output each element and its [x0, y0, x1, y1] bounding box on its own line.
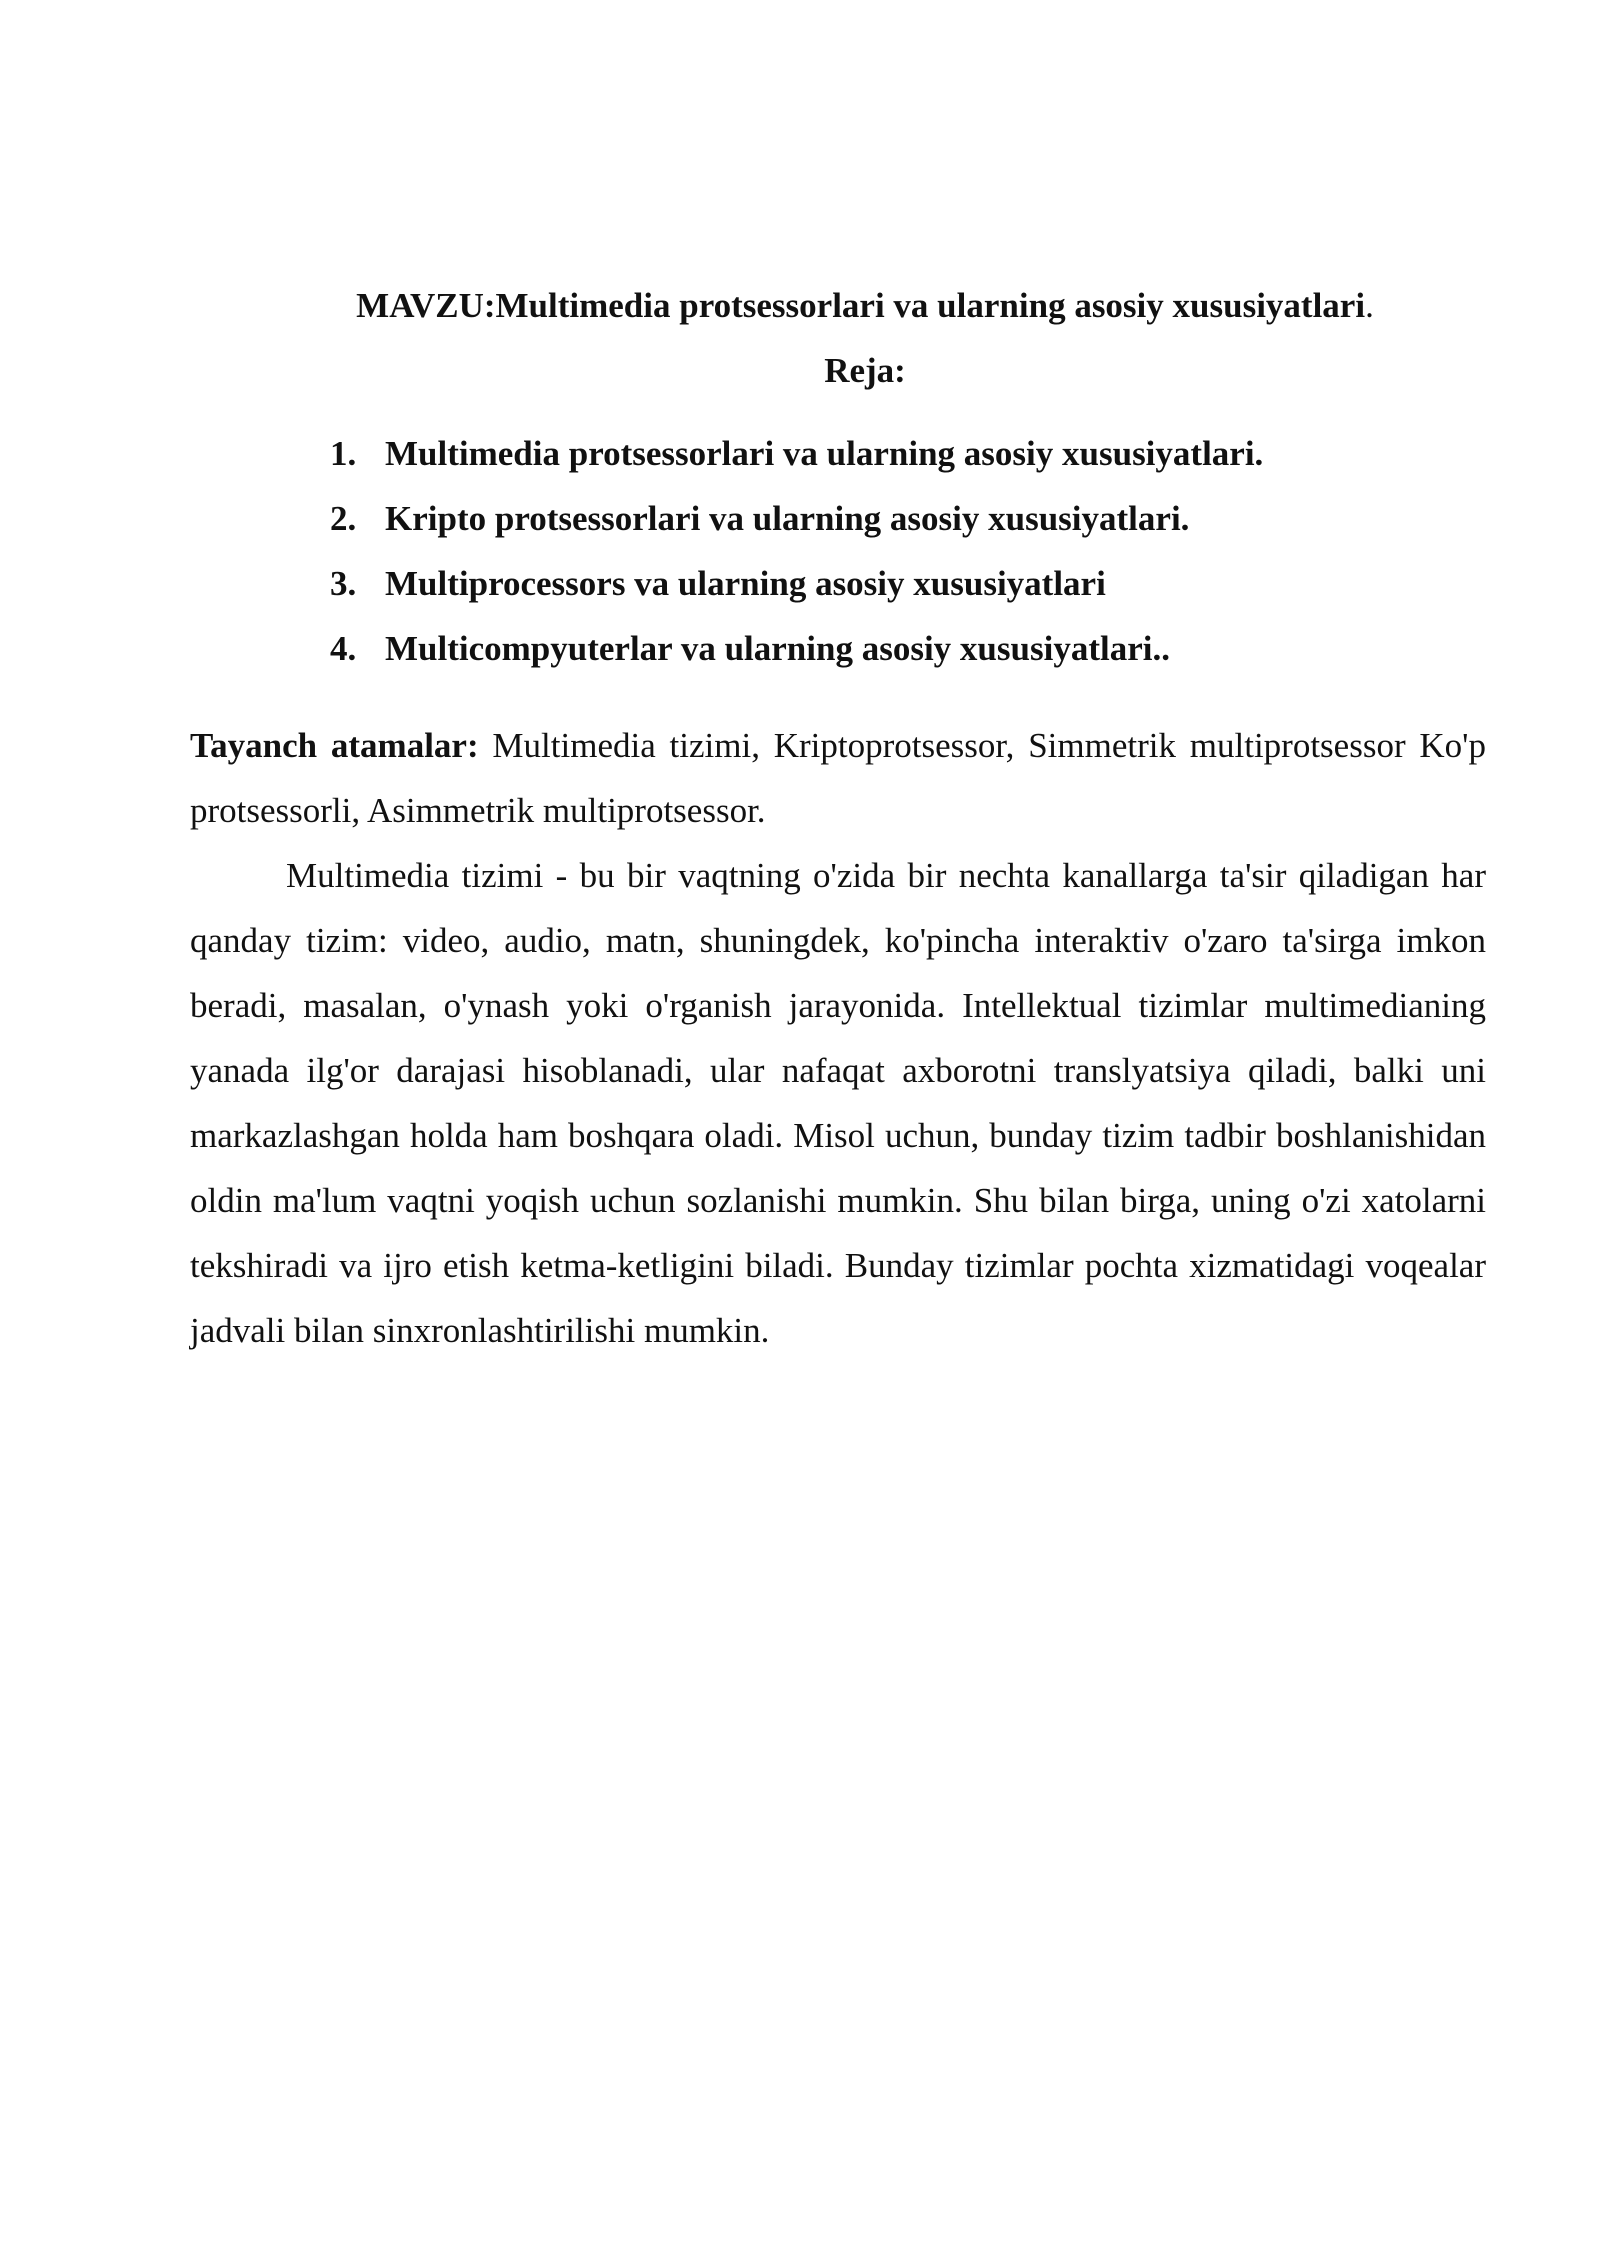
- plan-item: [330, 495, 1263, 560]
- plan-item-number: 3.: [330, 564, 357, 603]
- keywords-label: Tayanch atamalar:: [190, 726, 479, 765]
- plan-list: [330, 430, 1263, 690]
- plan-item-text: Multicompyuterlar va ularning asosiy xususiyatlari..: [385, 629, 1170, 668]
- plan-item-number: 1.: [330, 434, 357, 473]
- body-text: [190, 713, 1486, 1363]
- title-label: MAVZU:: [356, 286, 496, 325]
- keywords-paragraph: [190, 713, 1486, 843]
- plan-item-number: 4.: [330, 629, 357, 668]
- plan-item: [330, 430, 1263, 495]
- title-text: Multimedia protsessorlari va ularning asosiy xususiyatlari: [495, 286, 1366, 325]
- plan-item-text: Kripto protsessorlari va ularning asosiy xususiyatlari.: [385, 499, 1190, 538]
- plan-heading: Reja:: [824, 351, 906, 390]
- page-title: [190, 282, 1540, 330]
- plan-item: [330, 560, 1263, 625]
- keywords-text: Multimedia tizimi, Kriptoprotsessor, Simmetrik multiprotsessor Ko'p protsessorli, Asimmetrik multiprotsessor.: [190, 726, 1486, 830]
- main-paragraph: Multimedia tizimi - bu bir vaqtning o'zida bir nechta kanallarga ta'sir qiladigan har qanday tizim: video, audio, matn, shuningdek, ko'pincha interaktiv o'zaro ta'sirga imkon beradi, masalan, o'ynash yoki o'rganish jarayonida. Intellektual tizimlar multimedianing yanada ilg'or darajasi hisoblanadi, ular nafaqat axborotni translyatsiya qiladi, balki uni markazlashgan holda ham boshqara oladi. Misol uchun, bunday tizim tadbir boshlanishidan oldin ma'lum vaqtni yoqish uchun sozlanishi mumkin. Shu bilan birga, uning o'zi xatolarni tekshiradi va ijro etish ketma-ketligini biladi. Bunday tizimlar pochta xizmatidagi voqealar jadvali bilan sinxronlashtirilishi mumkin.: [190, 856, 1486, 1350]
- plan-item-text: Multiprocessors va ularning asosiy xususiyatlari: [385, 564, 1106, 603]
- title-period: .: [1365, 286, 1374, 325]
- plan-item: [330, 625, 1263, 690]
- plan-item-text: Multimedia protsessorlari va ularning asosiy xususiyatlari.: [385, 434, 1264, 473]
- plan-item-number: 2.: [330, 499, 357, 538]
